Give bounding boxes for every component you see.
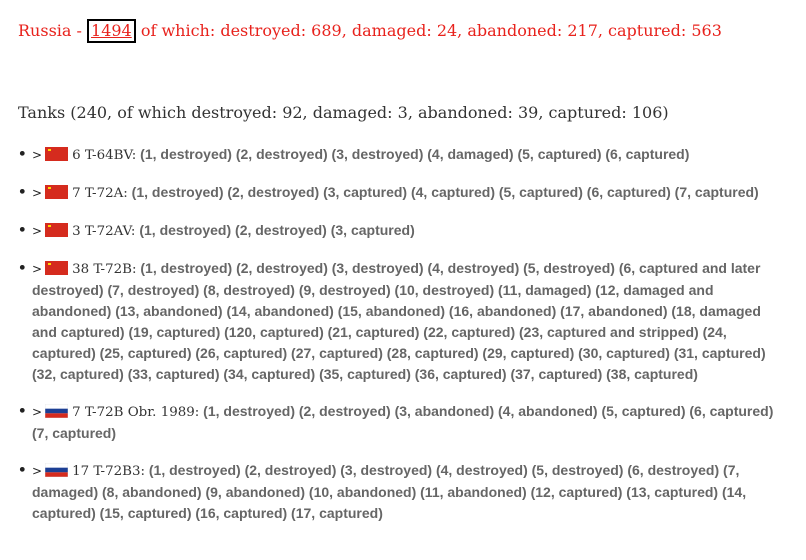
- entry-items[interactable]: (1, destroyed) (2, destroyed) (3, captured) (4, captured) (5, captured) (6, captured) (7, captured): [127, 184, 759, 200]
- list-item: [18, 220, 778, 242]
- entry-items-continued[interactable]: (7, captured): [32, 425, 117, 441]
- entry-name: 6 T-64BV:: [72, 148, 137, 163]
- entry-name: 7 T-72A:: [72, 186, 128, 201]
- headline-prefix: Russia -: [18, 21, 88, 40]
- section-title: Tanks (240, of which destroyed: 92, damaged: 3, abandoned: 39, captured: 106): [18, 103, 669, 122]
- ussr-flag-icon[interactable]: [45, 223, 68, 237]
- russia-flag-icon[interactable]: [45, 463, 68, 477]
- entry-items[interactable]: (1, destroyed) (2, destroyed) (3, abandoned) (4, abandoned) (5, captured) (6, captured): [199, 403, 774, 419]
- ussr-flag-icon[interactable]: [45, 261, 68, 275]
- entry-items-continued[interactable]: destroyed) (7, destroyed) (8, destroyed) (9, destroyed) (10, destroyed) (11, damaged) (12, damaged and abandoned) (13, abandoned) (14, abandoned) (15, abandoned) (16, abandoned) (17, abandoned) (18, damaged and captured) (19, captured) (120, captured) (21, captured) (22, captured) (23, captured and stripped) (24, captured) (25, captured) (26, captured) (27, captured) (28, captured) (29, captured) (30, captured) (31, captured) (32, captured) (33, captured) (34, captured) (35, captured) (36, captured) (37, captured) (38, captured): [32, 282, 766, 382]
- headline: [18, 19, 722, 43]
- list-item: [18, 401, 778, 444]
- entry-items[interactable]: (1, destroyed) (2, destroyed) (3, destroyed) (4, damaged) (5, captured) (6, captured): [136, 146, 690, 162]
- list-item: [18, 258, 778, 385]
- list-item: [18, 460, 778, 524]
- list-item: [18, 144, 778, 166]
- entry-items[interactable]: (1, destroyed) (2, destroyed) (3, destroyed) (4, destroyed) (5, destroyed) (6, captured and later: [136, 260, 761, 276]
- ussr-flag-icon[interactable]: [45, 185, 68, 199]
- entry-items[interactable]: (1, destroyed) (2, destroyed) (3, captured): [135, 222, 415, 238]
- entry-items[interactable]: (1, destroyed) (2, destroyed) (3, destroyed) (4, destroyed) (5, destroyed) (6, destroyed) (7,: [145, 462, 740, 478]
- entry-items-continued[interactable]: damaged) (8, abandoned) (9, abandoned) (10, abandoned) (11, abandoned) (12, captured) (13, captured) (14, captured) (15, captured) (16, captured) (17, captured): [32, 484, 747, 521]
- chevron-right-icon[interactable]: >: [32, 405, 43, 419]
- entry-name: 7 T-72B Obr. 1989:: [72, 405, 200, 420]
- headline-suffix: of which: destroyed: 689, damaged: 24, abandoned: 217, captured: 563: [135, 21, 722, 40]
- chevron-right-icon[interactable]: >: [32, 262, 43, 276]
- entry-name: 38 T-72B:: [72, 262, 137, 277]
- equipment-list: [18, 144, 778, 540]
- chevron-right-icon[interactable]: >: [32, 224, 43, 238]
- list-item: [18, 182, 778, 204]
- ussr-flag-icon[interactable]: [45, 147, 68, 161]
- chevron-right-icon[interactable]: >: [32, 148, 43, 162]
- entry-name: 17 T-72B3:: [72, 464, 145, 479]
- chevron-right-icon[interactable]: >: [32, 464, 43, 478]
- russia-flag-icon[interactable]: [45, 404, 68, 418]
- headline-count: 1494: [87, 19, 136, 43]
- chevron-right-icon[interactable]: >: [32, 186, 43, 200]
- entry-name: 3 T-72AV:: [72, 224, 136, 239]
